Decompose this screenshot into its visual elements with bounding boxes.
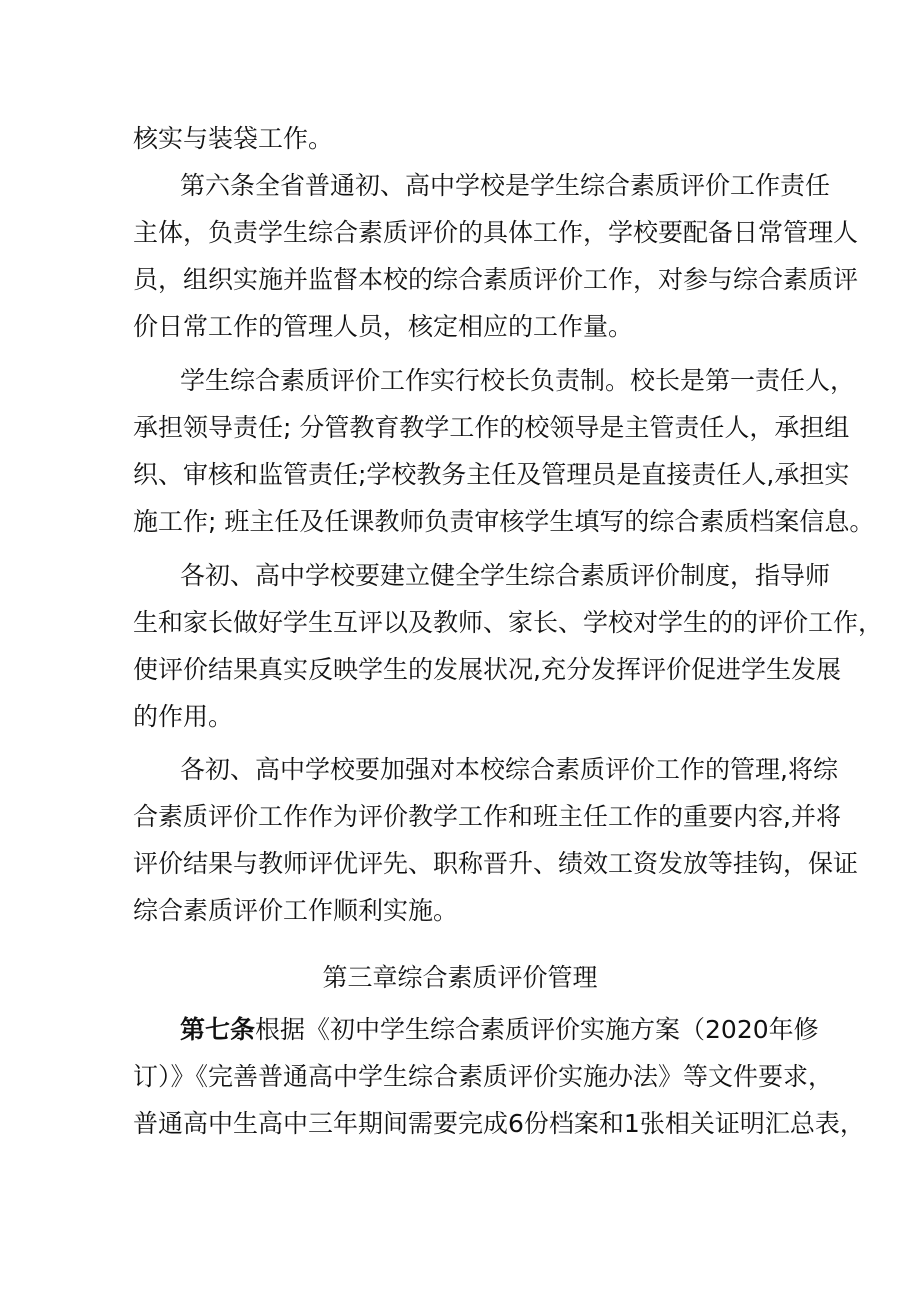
- paragraph-line: 综合素质评价工作顺利实施。: [133, 896, 459, 925]
- article-line: [180, 1013, 820, 1047]
- paragraph-line: 订）》《完善普通高中学生综合素质评价实施办法》等文件要求，: [133, 1062, 834, 1091]
- article-label: 第七条: [180, 1015, 256, 1044]
- paragraph-line: 核实与装袋工作。: [133, 124, 334, 153]
- chapter-title: 第三章综合素质评价管理: [322, 963, 598, 992]
- paragraph-line: 合素质评价工作作为评价教学工作和班主任工作的重要内容,并将: [133, 802, 841, 831]
- paragraph-line: 生和家长做好学生互评以及教师、家长、学校对学生的的评价工作，: [133, 608, 884, 637]
- paragraph-line: 各初、高中学校要加强对本校综合素质评价工作的管理,将综: [180, 755, 838, 784]
- paragraph-line: 员，组织实施并监督本校的综合素质评价工作，对参与综合素质评: [133, 265, 859, 294]
- paragraph-line: 施工作; 班主任及任课教师负责审核学生填写的综合素质档案信息。: [133, 507, 875, 536]
- paragraph-line: 普通高中生高中三年期间需要完成6份档案和1张相关证明汇总表，: [133, 1109, 865, 1138]
- paragraph-line: 织、审核和监管责任;学校教务主任及管理员是直接责任人,承担实: [133, 460, 850, 489]
- paragraph-line: 承担领导责任; 分管教育教学工作的校领导是主管责任人，承担组: [133, 413, 850, 442]
- paragraph-line: 价日常工作的管理人员，核定相应的工作量。: [133, 312, 634, 341]
- paragraph-line: 的作用。: [133, 702, 234, 731]
- paragraph-line: 各初、高中学校要建立健全学生综合素质评价制度，指导师: [180, 561, 831, 590]
- paragraph-line: 第六条全省普通初、高中学校是学生综合素质评价工作责任: [180, 171, 831, 200]
- paragraph-line: 学生综合素质评价工作实行校长负责制。校长是第一责任人，: [180, 366, 856, 395]
- paragraph-line: 主体，负责学生综合素质评价的具体工作，学校要配备日常管理人: [133, 218, 859, 247]
- paragraph-line: 评价结果与教师评优评先、职称晋升、绩效工资发放等挂钩，保证: [133, 849, 859, 878]
- paragraph-line: 使评价结果真实反映学生的发展状况,充分发挥评价促进学生发展: [133, 655, 841, 684]
- article-text: 根据《初中学生综合素质评价实施方案（2020年修: [255, 1015, 819, 1044]
